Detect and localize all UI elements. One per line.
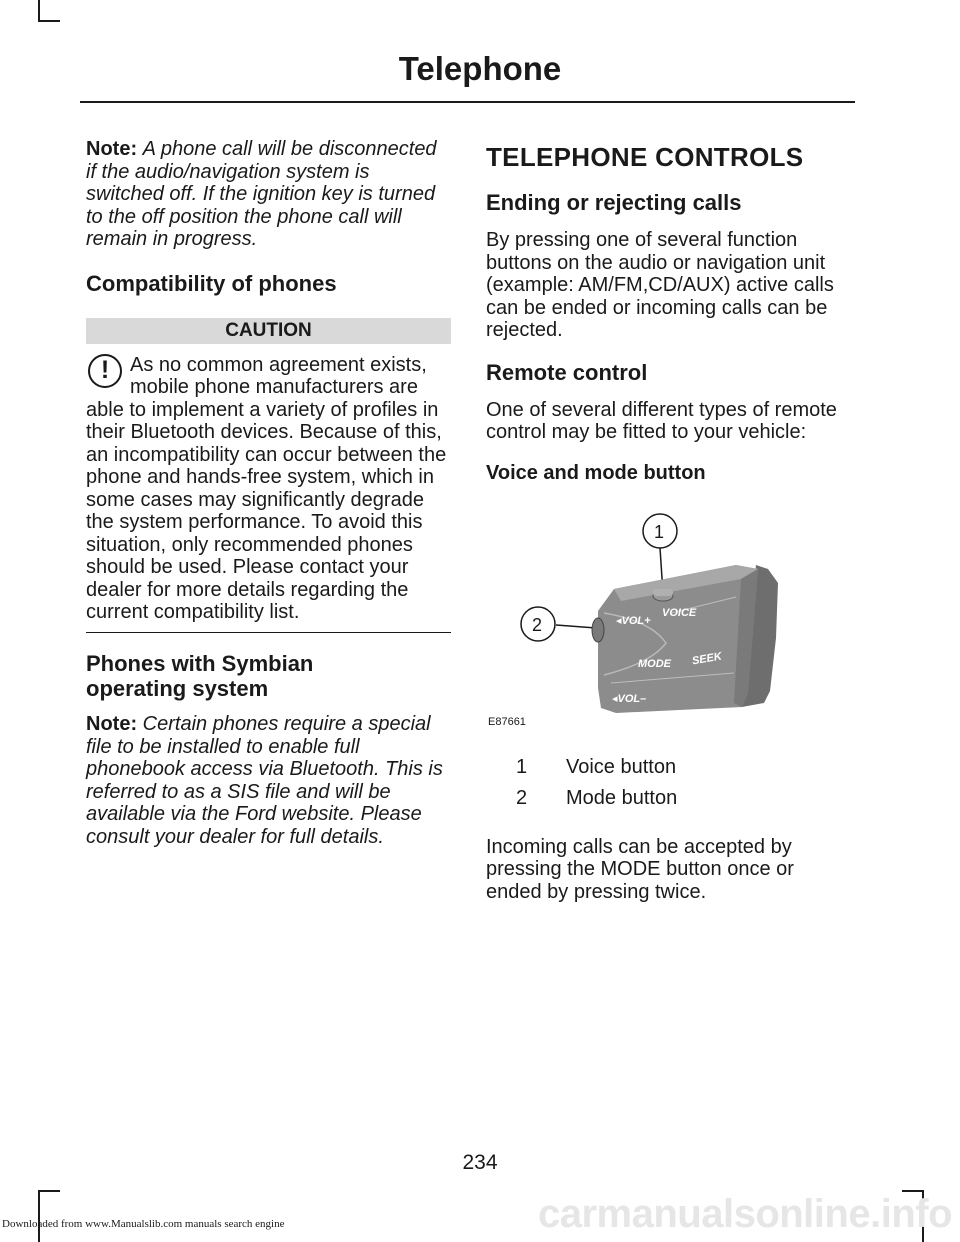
device-label-mode: MODE	[638, 657, 671, 670]
device-label-vol-plus: ◂VOL+	[616, 614, 651, 627]
note-text: Certain phones require a special file to be installed to enable full phonebook access via Bluetooth. This is referred to as a SIS file and will be available via the Ford website. Please consult your dealer for full details.	[86, 713, 443, 848]
subheading-voice-mode: Voice and mode button	[486, 461, 706, 484]
legend-text: Voice button	[566, 755, 677, 778]
page-title: Telephone	[398, 50, 562, 87]
body-paragraph: One of several different types of remote control may be fitted to your vehicle:	[486, 398, 837, 443]
chapter-heading: TELEPHONE CONTROLS	[486, 142, 804, 172]
callout-2: 2	[532, 614, 543, 635]
note-label: Note:	[86, 713, 138, 735]
caution-bar: CAUTION	[86, 318, 451, 344]
body-paragraph: Incoming calls can be accepted by pressing the MODE button once or ended by pressing twice.	[486, 835, 794, 903]
note-paragraph	[86, 713, 451, 848]
section-heading-compatibility: Compatibility of phones	[86, 270, 337, 296]
legend-text: Mode button	[566, 786, 678, 809]
caution-body	[86, 354, 451, 624]
left-column	[86, 138, 451, 848]
note-text: A phone call will be disconnected if the audio/navigation system is switched off. If the ignition key is turned to the off position the phone call will remain in progress.	[86, 138, 437, 250]
figure-legend	[486, 756, 851, 818]
crop-mark	[38, 20, 60, 22]
section-heading-ending-calls: Ending or rejecting calls	[486, 190, 742, 215]
device-label-voice: VOICE	[662, 606, 697, 619]
exclamation-icon: !	[88, 354, 122, 388]
section-heading-remote-control: Remote control	[486, 359, 648, 385]
crop-mark	[38, 1190, 40, 1242]
remote-control-figure	[486, 493, 851, 728]
section-heading-symbian: Phones with Symbian operating system	[86, 651, 314, 701]
download-footer	[2, 1218, 284, 1230]
footer-suffix: manuals search engine	[182, 1218, 285, 1230]
caution-text: As no common agreement exists, mobile phone manufacturers are able to implement a variety of profiles in their Bluetooth devices. Because of this, an incompatibility can occur between the phone and hands-free system, which in some cases may significantly degrade the system performance. To avoid this situation, only recommended phones should be used. Please contact your dealer for more details regarding the current compatibility list.	[86, 353, 447, 623]
legend-item	[516, 756, 676, 779]
caution-divider	[86, 632, 451, 634]
footer-prefix: Downloaded from	[2, 1218, 86, 1230]
body-paragraph: By pressing one of several function buttons on the audio or navigation unit (example: AM/FM,CD/AUX) active calls can be ended or incoming calls can be rejected.	[486, 229, 834, 341]
device-label-seek: SEEK	[691, 649, 723, 668]
device-label-vol-plus-text: VOL+	[621, 614, 651, 627]
title-rule	[80, 101, 855, 103]
callout-1: 1	[654, 521, 665, 542]
watermark: carmanualsonline.info	[537, 1192, 952, 1236]
note-label: Note:	[86, 138, 138, 160]
legend-number: 2	[516, 786, 528, 809]
note-paragraph	[86, 138, 451, 251]
image-code: E87661	[488, 715, 526, 728]
right-column	[486, 138, 851, 903]
legend-item	[516, 787, 677, 810]
page-number: 234	[462, 1151, 498, 1174]
footer-link[interactable]: www.Manualslib.com	[85, 1218, 183, 1230]
crop-mark	[38, 1190, 60, 1192]
device-label-vol-minus-text: VOL–	[617, 692, 647, 705]
device-label-vol-minus: ◂VOL–	[612, 692, 647, 705]
crop-mark	[38, 0, 40, 22]
legend-number: 1	[516, 755, 528, 778]
